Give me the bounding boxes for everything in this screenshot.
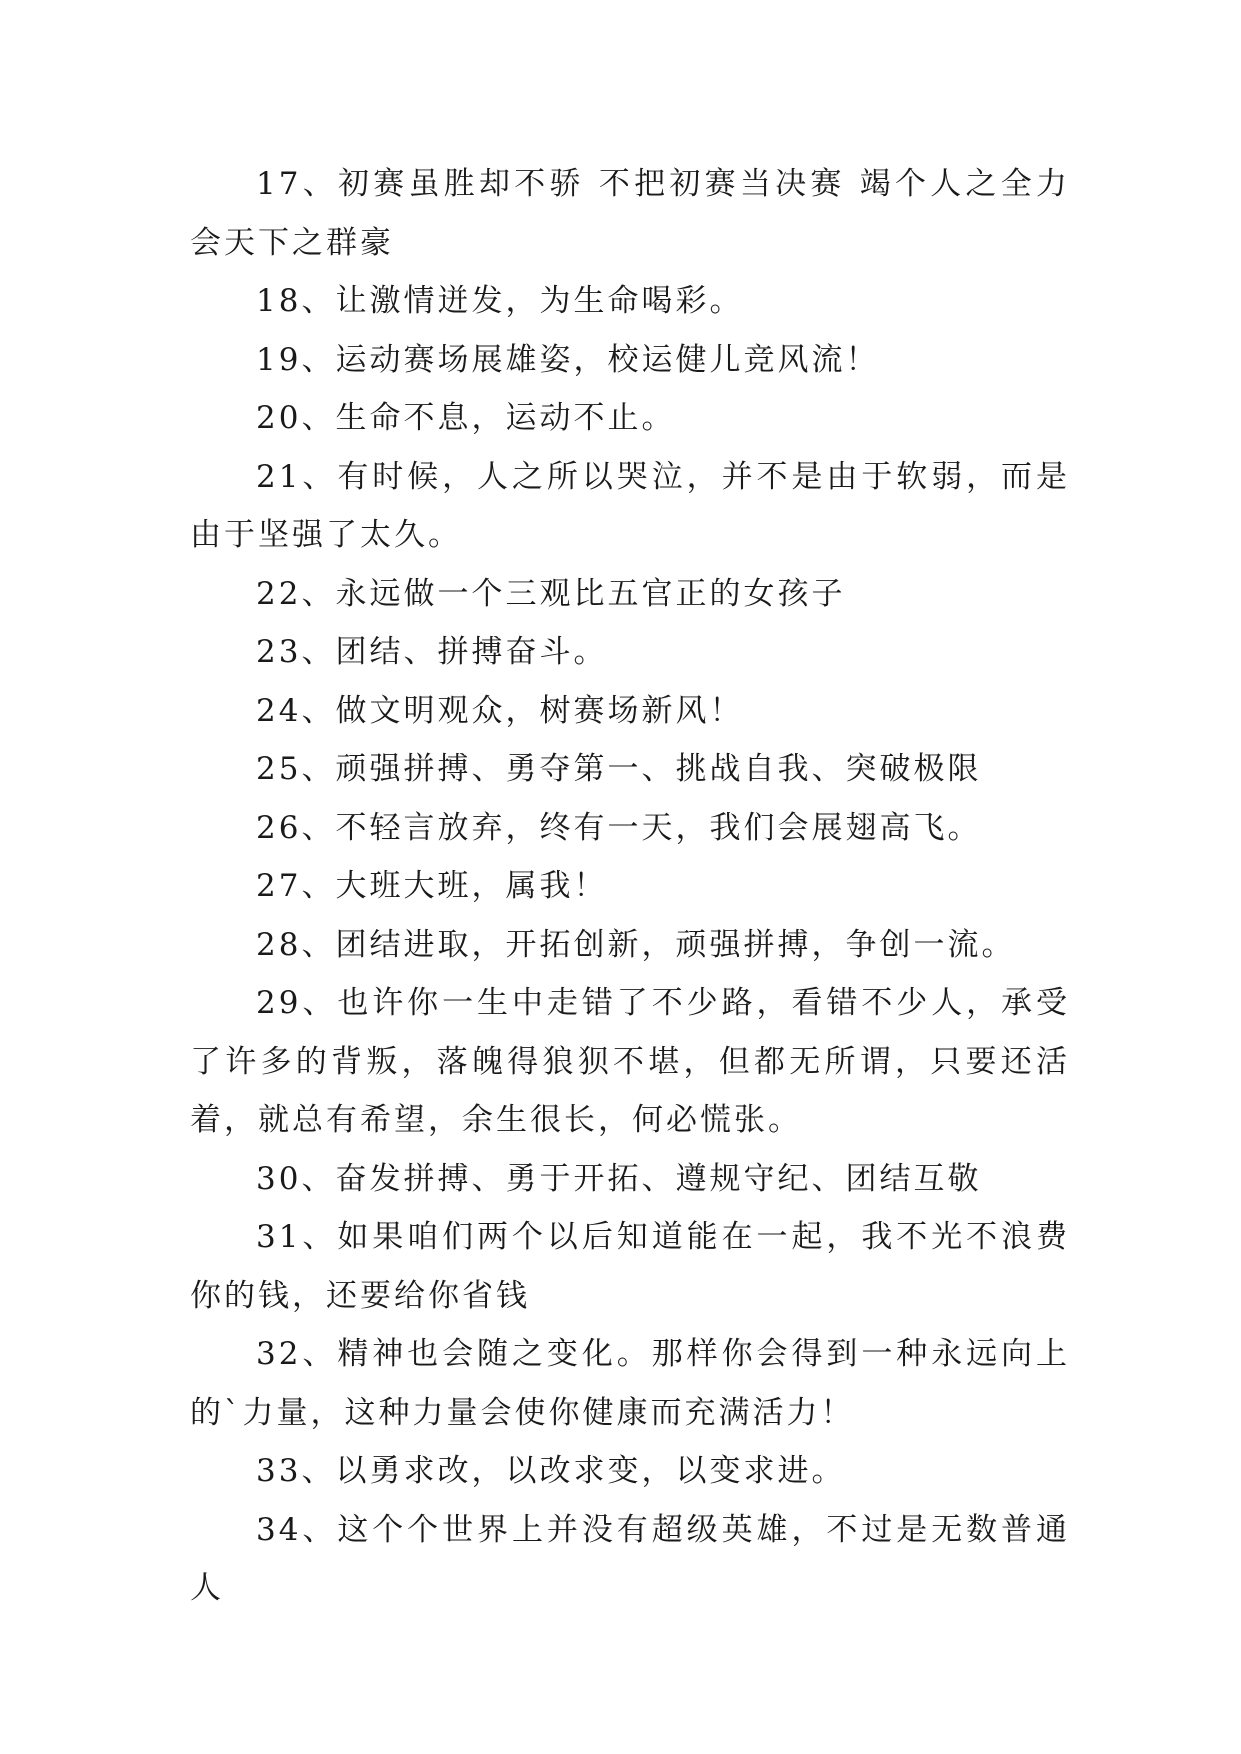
- paragraph-29: 29、也许你一生中走错了不少路，看错不少人，承受了许多的背叛，落魄得狼狈不堪，但都无所谓，只要还活着，就总有希望，余生很长，何必慌张。: [190, 985, 1070, 1138]
- paragraph-17: 17、初赛虽胜却不骄 不把初赛当决赛 竭个人之全力会天下之群豪: [190, 166, 1070, 261]
- paragraph-24: 24、做文明观众，树赛场新风！: [256, 692, 744, 729]
- paragraph-34: 34、这个个世界上并没有超级英雄，不过是无数普通人: [190, 1511, 1070, 1606]
- paragraph-23: 23、团结、拼搏奋斗。: [256, 634, 608, 670]
- paragraph-25: 25、顽强拼搏、勇夺第一、挑战自我、突破极限: [256, 751, 982, 787]
- document-body: [190, 155, 1070, 1618]
- paragraph-32: 32、精神也会随之变化。那样你会得到一种永远向上的`力量，这种力量会使你健康而充满活力！: [190, 1336, 1070, 1431]
- paragraph-19: 19、运动赛场展雄姿，校运健儿竞风流！: [256, 341, 880, 378]
- paragraph-22: 22、永远做一个三观比五官正的女孩子: [256, 575, 846, 612]
- paragraph-33: 33、以勇求改，以改求变，以变求进。: [256, 1453, 846, 1489]
- paragraph-18: 18、让激情迸发，为生命喝彩。: [256, 283, 744, 319]
- paragraph-20: 20、生命不息，运动不止。: [256, 400, 676, 436]
- paragraph-28: 28、团结进取，开拓创新，顽强拼搏，争创一流。: [256, 926, 1016, 963]
- paragraph-31: 31、如果咱们两个以后知道能在一起，我不光不浪费你的钱，还要给你省钱: [190, 1219, 1070, 1314]
- paragraph-26: 26、不轻言放弃，终有一天，我们会展翅高飞。: [256, 809, 982, 846]
- paragraph-27: 27、大班大班，属我！: [256, 868, 608, 904]
- paragraph-30: 30、奋发拼搏、勇于开拓、遵规守纪、团结互敬: [256, 1160, 982, 1197]
- paragraph-21: 21、有时候，人之所以哭泣，并不是由于软弱，而是由于坚强了太久。: [190, 458, 1070, 553]
